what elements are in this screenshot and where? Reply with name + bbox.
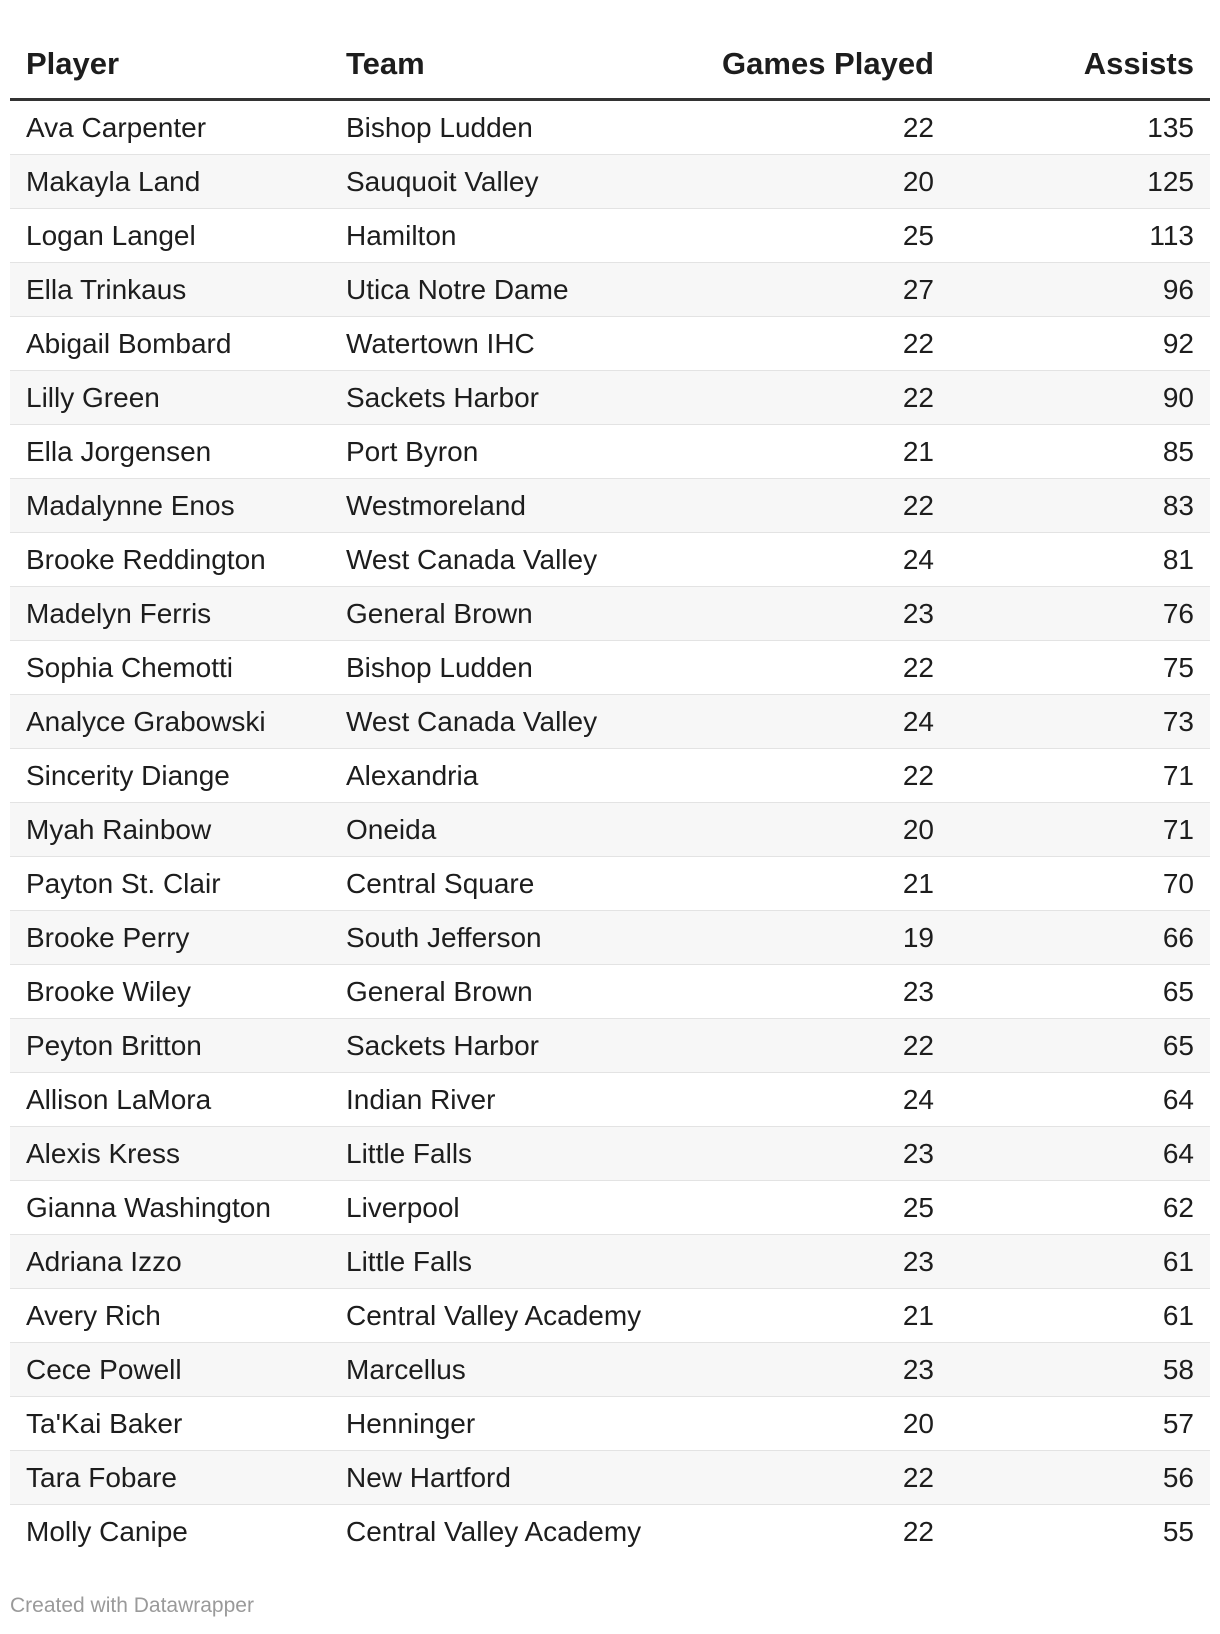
cell-player: Brooke Perry [10,911,330,965]
table-row [10,1073,1210,1127]
cell-games-played: 21 [690,1289,950,1343]
cell-assists: 61 [950,1289,1210,1343]
header-player[interactable]: Player [10,30,330,100]
header-team[interactable]: Team [330,30,690,100]
table-header [10,30,1210,100]
cell-team: Liverpool [330,1181,690,1235]
cell-player: Sincerity Diange [10,749,330,803]
cell-team: Little Falls [330,1127,690,1181]
cell-games-played: 20 [690,1397,950,1451]
cell-team: Westmoreland [330,479,690,533]
table-row [10,1343,1210,1397]
cell-player: Adriana Izzo [10,1235,330,1289]
cell-player: Sophia Chemotti [10,641,330,695]
cell-team: Alexandria [330,749,690,803]
cell-games-played: 23 [690,965,950,1019]
cell-games-played: 23 [690,587,950,641]
cell-assists: 62 [950,1181,1210,1235]
cell-games-played: 25 [690,1181,950,1235]
cell-assists: 57 [950,1397,1210,1451]
cell-games-played: 22 [690,749,950,803]
cell-assists: 73 [950,695,1210,749]
cell-games-played: 24 [690,1073,950,1127]
cell-assists: 65 [950,965,1210,1019]
table-row [10,1127,1210,1181]
cell-team: Sackets Harbor [330,371,690,425]
cell-assists: 70 [950,857,1210,911]
cell-games-played: 23 [690,1343,950,1397]
cell-player: Brooke Reddington [10,533,330,587]
cell-games-played: 22 [690,371,950,425]
cell-assists: 81 [950,533,1210,587]
cell-player: Avery Rich [10,1289,330,1343]
cell-assists: 75 [950,641,1210,695]
cell-team: West Canada Valley [330,695,690,749]
cell-team: Oneida [330,803,690,857]
datawrapper-credit[interactable]: Created with Datawrapper [10,1594,254,1617]
cell-team: Sauquoit Valley [330,155,690,209]
cell-games-played: 23 [690,1127,950,1181]
cell-games-played: 22 [690,1451,950,1505]
cell-team: West Canada Valley [330,533,690,587]
cell-team: Sackets Harbor [330,1019,690,1073]
cell-assists: 135 [950,100,1210,155]
cell-assists: 85 [950,425,1210,479]
cell-player: Ta'Kai Baker [10,1397,330,1451]
cell-team: Utica Notre Dame [330,263,690,317]
cell-team: Bishop Ludden [330,641,690,695]
header-games-played[interactable]: Games Played [690,30,950,100]
table-row [10,695,1210,749]
cell-games-played: 24 [690,695,950,749]
table-row [10,209,1210,263]
cell-games-played: 21 [690,425,950,479]
cell-assists: 96 [950,263,1210,317]
cell-assists: 64 [950,1127,1210,1181]
cell-team: Hamilton [330,209,690,263]
cell-assists: 113 [950,209,1210,263]
table-row [10,100,1210,155]
cell-assists: 61 [950,1235,1210,1289]
table-row [10,749,1210,803]
cell-team: General Brown [330,587,690,641]
cell-assists: 71 [950,749,1210,803]
table-row [10,1181,1210,1235]
cell-player: Madalynne Enos [10,479,330,533]
cell-team: Watertown IHC [330,317,690,371]
header-assists[interactable]: Assists [950,30,1210,100]
cell-assists: 56 [950,1451,1210,1505]
cell-player: Ava Carpenter [10,100,330,155]
table-row [10,1289,1210,1343]
cell-player: Madelyn Ferris [10,587,330,641]
table-row [10,533,1210,587]
cell-games-played: 22 [690,641,950,695]
cell-player: Cece Powell [10,1343,330,1397]
cell-team: Henninger [330,1397,690,1451]
table-row [10,857,1210,911]
cell-games-played: 20 [690,155,950,209]
cell-assists: 55 [950,1505,1210,1559]
cell-games-played: 22 [690,100,950,155]
header-row [10,30,1210,100]
cell-assists: 83 [950,479,1210,533]
cell-assists: 90 [950,371,1210,425]
cell-player: Ella Jorgensen [10,425,330,479]
cell-assists: 58 [950,1343,1210,1397]
cell-assists: 64 [950,1073,1210,1127]
cell-team: Central Valley Academy [330,1505,690,1559]
cell-games-played: 27 [690,263,950,317]
cell-team: Bishop Ludden [330,100,690,155]
table-row [10,1505,1210,1559]
cell-games-played: 24 [690,533,950,587]
cell-team: Marcellus [330,1343,690,1397]
cell-assists: 65 [950,1019,1210,1073]
cell-team: General Brown [330,965,690,1019]
cell-games-played: 22 [690,1019,950,1073]
cell-team: New Hartford [330,1451,690,1505]
cell-team: Central Square [330,857,690,911]
cell-games-played: 22 [690,317,950,371]
cell-player: Makayla Land [10,155,330,209]
cell-player: Peyton Britton [10,1019,330,1073]
cell-player: Allison LaMora [10,1073,330,1127]
table-row [10,803,1210,857]
cell-player: Abigail Bombard [10,317,330,371]
cell-team: South Jefferson [330,911,690,965]
cell-player: Brooke Wiley [10,965,330,1019]
table-row [10,479,1210,533]
table-row [10,155,1210,209]
cell-games-played: 23 [690,1235,950,1289]
cell-assists: 76 [950,587,1210,641]
table-row [10,371,1210,425]
table-row [10,587,1210,641]
cell-player: Myah Rainbow [10,803,330,857]
cell-player: Alexis Kress [10,1127,330,1181]
cell-games-played: 22 [690,479,950,533]
cell-team: Indian River [330,1073,690,1127]
cell-games-played: 22 [690,1505,950,1559]
cell-player: Analyce Grabowski [10,695,330,749]
table-body [10,100,1210,1559]
cell-games-played: 25 [690,209,950,263]
cell-player: Gianna Washington [10,1181,330,1235]
cell-games-played: 20 [690,803,950,857]
cell-player: Molly Canipe [10,1505,330,1559]
table-row [10,425,1210,479]
cell-player: Lilly Green [10,371,330,425]
cell-games-played: 19 [690,911,950,965]
cell-team: Central Valley Academy [330,1289,690,1343]
table-row [10,1397,1210,1451]
cell-player: Ella Trinkaus [10,263,330,317]
cell-assists: 92 [950,317,1210,371]
cell-player: Logan Langel [10,209,330,263]
cell-assists: 66 [950,911,1210,965]
cell-team: Little Falls [330,1235,690,1289]
cell-assists: 125 [950,155,1210,209]
cell-games-played: 21 [690,857,950,911]
cell-team: Port Byron [330,425,690,479]
table-row [10,1235,1210,1289]
cell-player: Payton St. Clair [10,857,330,911]
table-row [10,317,1210,371]
cell-player: Tara Fobare [10,1451,330,1505]
table-row [10,1451,1210,1505]
assists-table [10,30,1210,1558]
table-row [10,641,1210,695]
assists-table-container [10,30,1210,1558]
table-row [10,1019,1210,1073]
table-row [10,911,1210,965]
table-row [10,263,1210,317]
table-row [10,965,1210,1019]
cell-assists: 71 [950,803,1210,857]
